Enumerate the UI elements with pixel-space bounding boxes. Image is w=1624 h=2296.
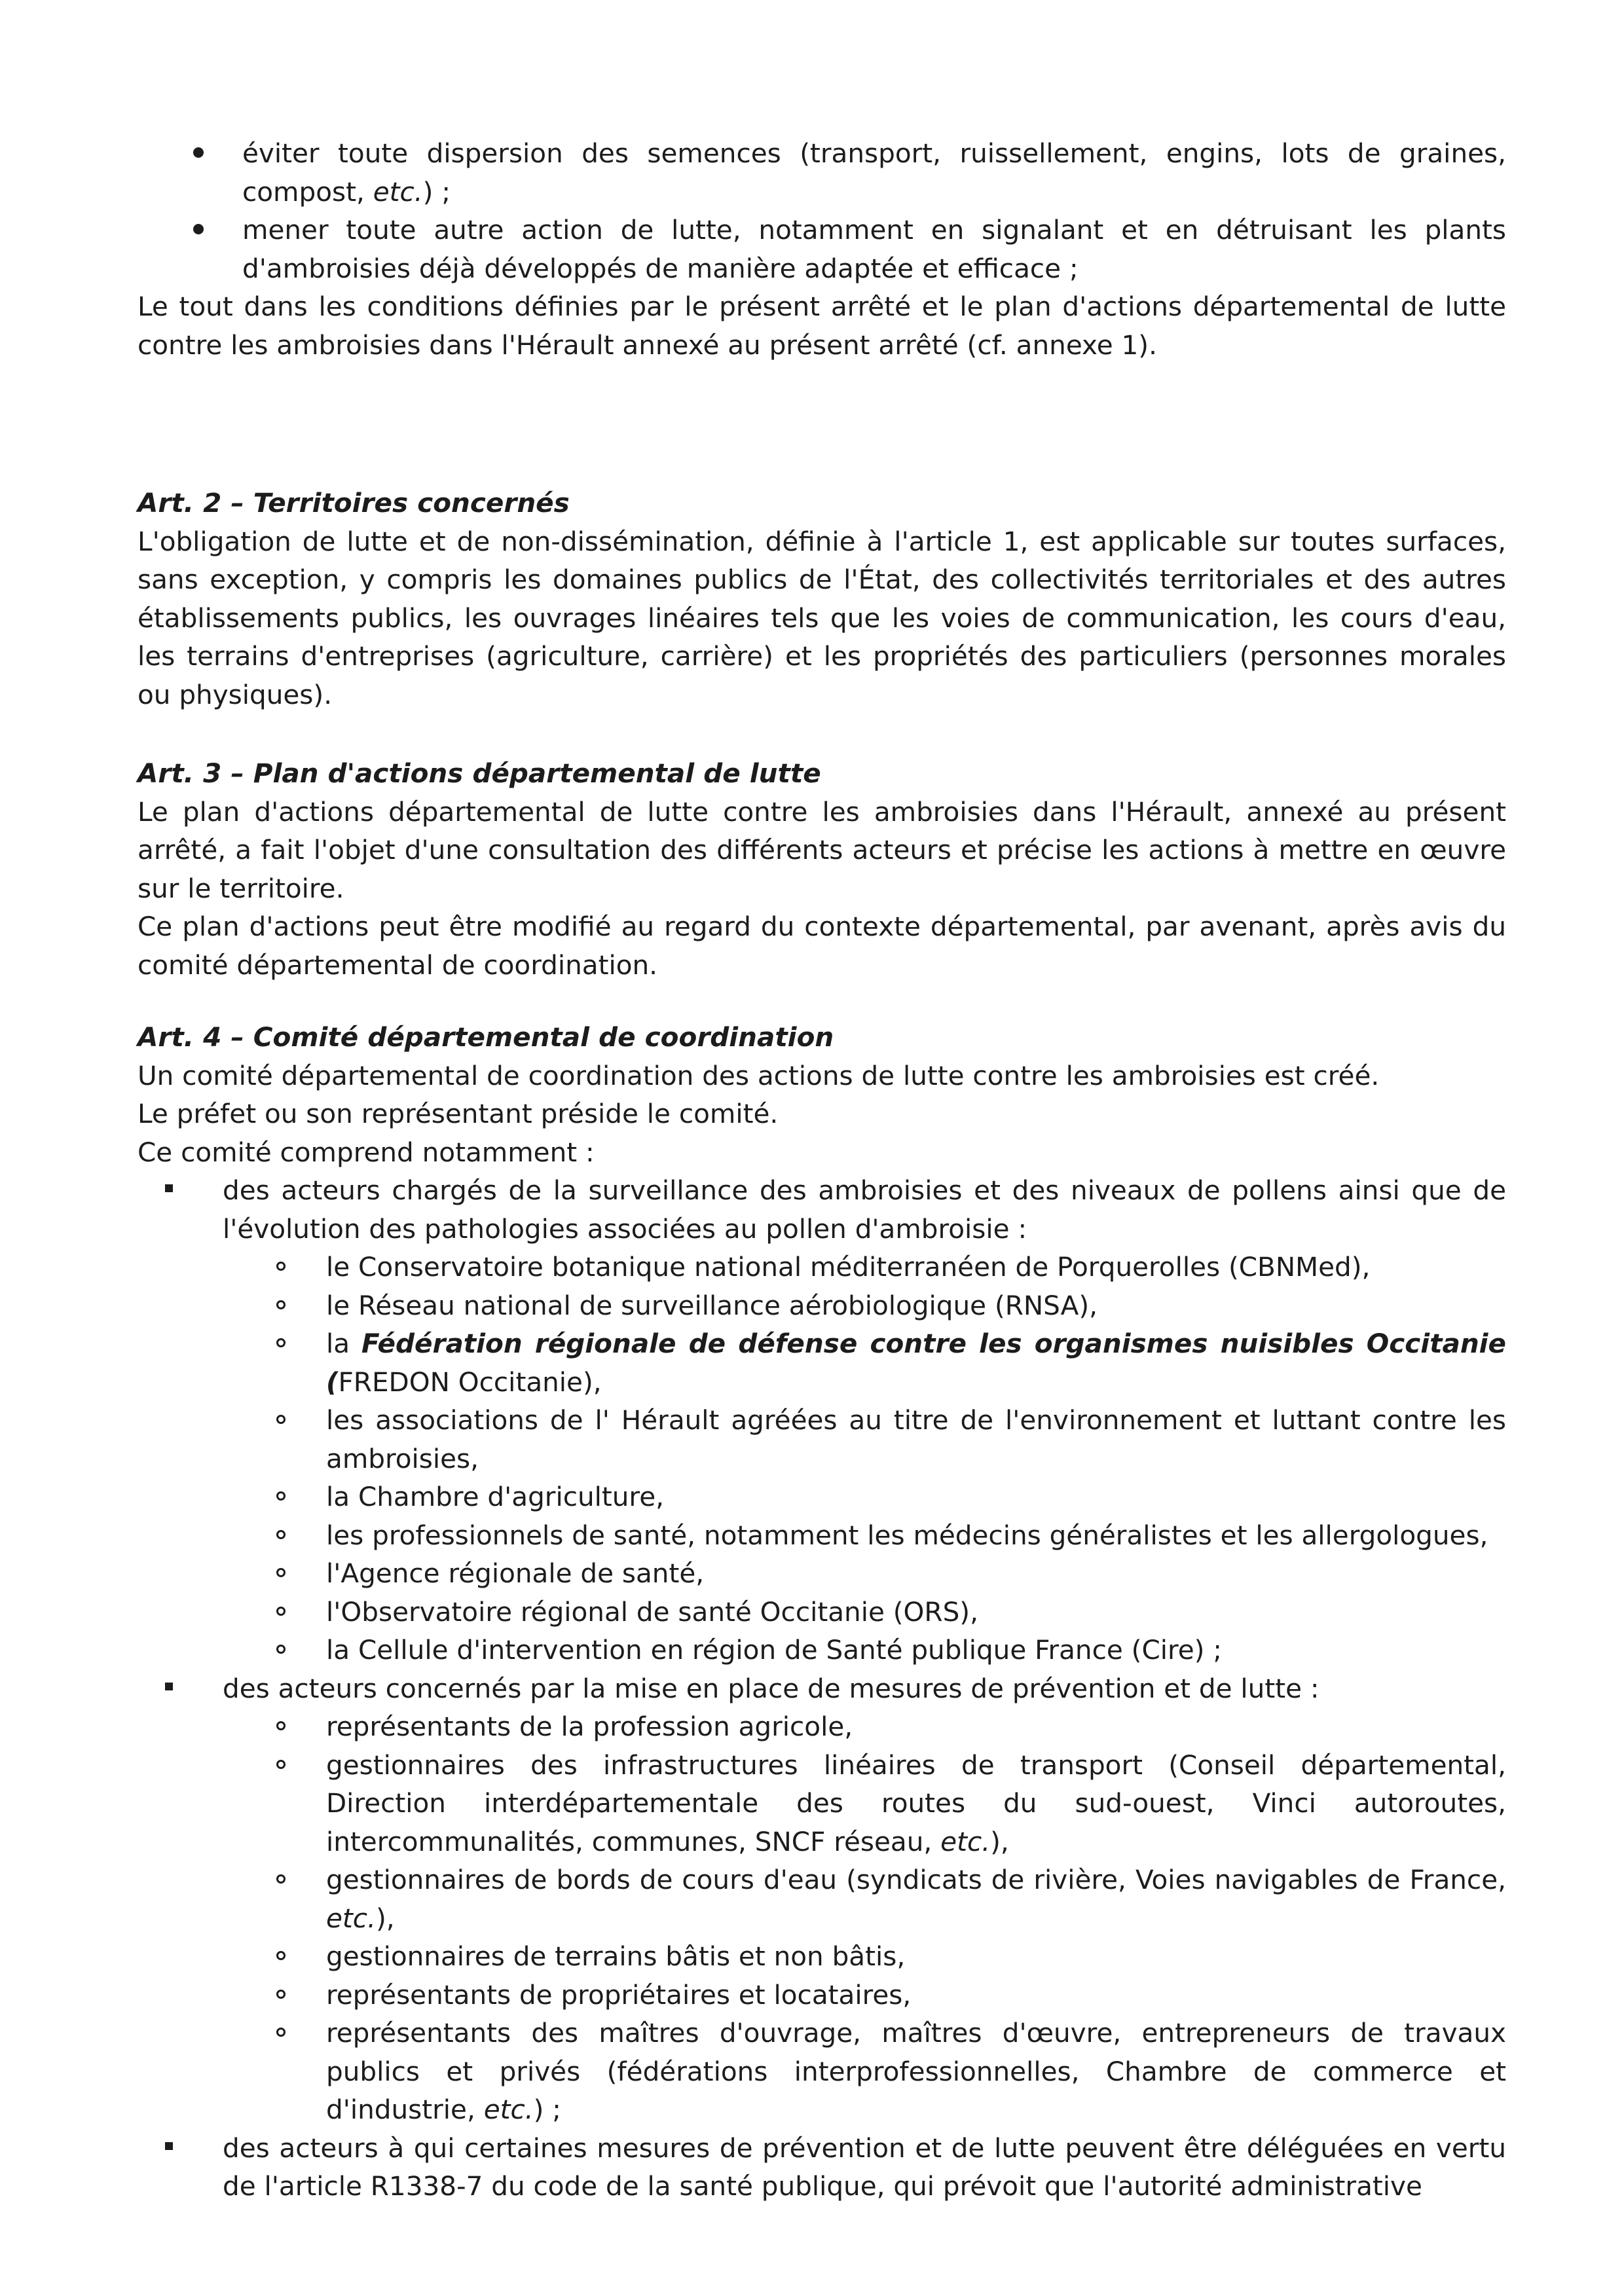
list-item: la Cellule d'intervention en région de Santé publique France (Cire) ; — [131, 1631, 1506, 1669]
circle-bullet-icon — [276, 1874, 286, 1884]
circle-bullet-icon — [276, 1300, 286, 1309]
sub-list — [223, 1707, 1506, 2129]
sub-list — [223, 1248, 1506, 1669]
list-item: gestionnaires de bords de cours d'eau (syndicats de rivière, Voies navigables de France, etc.), — [131, 1861, 1506, 1937]
list-item: éviter toute dispersion des semences (transport, ruissellement, engins, lots de graines, compost, etc.) ; — [138, 134, 1506, 211]
list-item: représentants de la profession agricole, — [131, 1707, 1506, 1746]
list-item: des acteurs à qui certaines mesures de prévention et de lutte peuvent être déléguées en vertu de l'article R1338-7 du code de la santé publique, qui prévoit que l'autorité administrative — [131, 2129, 1506, 2206]
document-body — [138, 134, 1506, 2206]
intro-conclusion: Le tout dans les conditions définies par le présent arrêté et le plan d'actions départemental de lutte contre les ambroisies dans l'Hérault annexé au présent arrêté (cf. annexe 1). — [138, 291, 1506, 361]
list-item: la Fédération régionale de défense contre les organismes nuisibles Occitanie (FREDON Occitanie), — [131, 1324, 1506, 1401]
circle-bullet-icon — [276, 1607, 286, 1616]
article-4-title: Art. 4 – Comité départemental de coordination — [138, 1021, 834, 1053]
circle-bullet-icon — [276, 1262, 286, 1271]
list-item: des acteurs chargés de la surveillance des ambroisies et des niveaux de pollens ainsi que de l'évolution des pathologies associées au pollen d'ambroisie : le Conservatoire botanique national méditerranéen de Porquerolles (CBNMed), le Réseau national de surveillance aérobiologique (RNSA), la Fédération régionale de défense contre les organismes nuisibles Occitanie (FREDON Occitanie), les associations de l' Hérault agréées au titre de l'environnement et luttant contre les ambroisies, la Chambre d'agriculture, les professionnels de santé, notamment les médecins généralistes et les allergologues, l'Agence régionale de santé, l'Observatoire régional de santé Occitanie (ORS), la Cellule d'intervention en région de Santé publique France (Cire) ; — [131, 1171, 1506, 1669]
circle-bullet-icon — [276, 2028, 286, 2037]
list-item: mener toute autre action de lutte, notamment en signalant et en détruisant les plants d'ambroisies déjà développés de manière adaptée et efficace ; — [138, 211, 1506, 287]
circle-bullet-icon — [276, 1760, 286, 1769]
circle-bullet-icon — [276, 1645, 286, 1654]
committee-members-list — [131, 1171, 1506, 2206]
list-item: gestionnaires des infrastructures linéaires de transport (Conseil départemental, Direction interdépartementale des routes du sud-ouest, Vinci autoroutes, intercommunalités, communes, SNCF réseau, etc.), — [131, 1746, 1506, 1861]
circle-bullet-icon — [276, 1990, 286, 1999]
list-item: les associations de l' Hérault agréées au titre de l'environnement et luttant contre les ambroisies, — [131, 1401, 1506, 1478]
list-item: représentants des maîtres d'ouvrage, maîtres d'œuvre, entrepreneurs de travaux publics et privés (fédérations interprofessionnelles, Chambre de commerce et d'industrie, etc.) ; — [131, 2014, 1506, 2129]
article-4-line: Un comité départemental de coordination des actions de lutte contre les ambroisies est créé. — [138, 1059, 1380, 1091]
list-item: le Réseau national de surveillance aérobiologique (RNSA), — [131, 1286, 1506, 1325]
list-item: représentants de propriétaires et locataires, — [131, 1976, 1506, 2014]
bullet-dot-icon — [193, 224, 204, 234]
circle-bullet-icon — [276, 1491, 286, 1501]
square-bullet-icon — [165, 1683, 173, 1690]
circle-bullet-icon — [276, 1415, 286, 1424]
list-item: les professionnels de santé, notamment les médecins généralistes et les allergologues, — [131, 1516, 1506, 1555]
circle-bullet-icon — [276, 1338, 286, 1347]
list-item: l'Agence régionale de santé, — [131, 1554, 1506, 1593]
circle-bullet-icon — [276, 1530, 286, 1539]
circle-bullet-icon — [276, 1721, 286, 1730]
intro-bullet-list — [138, 134, 1506, 287]
list-item: la Chambre d'agriculture, — [131, 1478, 1506, 1516]
square-bullet-icon — [165, 2142, 173, 2150]
list-item: le Conservatoire botanique national méditerranéen de Porquerolles (CBNMed), — [131, 1248, 1506, 1286]
article-3-body-2: Ce plan d'actions peut être modifié au regard du contexte départemental, par avenant, après avis du comité départemental de coordination. — [138, 911, 1506, 981]
article-4-line: Le préfet ou son représentant préside le comité. — [138, 1098, 779, 1129]
article-3-title: Art. 3 – Plan d'actions départemental de lutte — [138, 757, 821, 789]
circle-bullet-icon — [276, 1951, 286, 1960]
article-4-line: Ce comité comprend notamment : — [138, 1136, 595, 1168]
list-item: l'Observatoire régional de santé Occitanie (ORS), — [131, 1593, 1506, 1631]
list-item: gestionnaires de terrains bâtis et non bâtis, — [131, 1937, 1506, 1976]
article-2-title: Art. 2 – Territoires concernés — [138, 487, 570, 519]
square-bullet-icon — [165, 1184, 173, 1192]
bullet-dot-icon — [193, 147, 204, 158]
article-3-body: Le plan d'actions départemental de lutte contre les ambroisies dans l'Hérault, annexé au présent arrêté, a fait l'objet d'une consultation des différents acteurs et précise les actions à mettre en œuvre sur le territoire. — [138, 795, 1506, 904]
article-2-body: L'obligation de lutte et de non-dissémination, définie à l'article 1, est applicable sur toutes surfaces, sans exception, y compris les domaines publics de l'État, des collectivités territoriales et des autres établissements publics, les ouvrages linéaires tels que les voies de communication, les cours d'eau, les terrains d'entreprises (agriculture, carrière) et les propriétés des particuliers (personnes morales ou physiques). — [138, 525, 1506, 710]
list-item: des acteurs concernés par la mise en place de mesures de prévention et de lutte : représentants de la profession agricole, gestionnaires des infrastructures linéaires de transport (Conseil départemental, Direction interdépartementale des routes du sud-ouest, Vinci autoroutes, intercommunalités, communes, SNCF réseau, etc.), gestionnaires de bords de cours d'eau (syndicats de rivière, Voies navigables de France, etc.), gestionnaires de terrains bâtis et non bâtis, représentants de propriétaires et locataires, représentants des maîtres d'ouvrage, maîtres d'œuvre, entrepreneurs de travaux publics et privés (fédérations interprofessionnelles, Chambre de commerce et d'industrie, etc.) ; — [131, 1669, 1506, 2129]
circle-bullet-icon — [276, 1568, 286, 1577]
